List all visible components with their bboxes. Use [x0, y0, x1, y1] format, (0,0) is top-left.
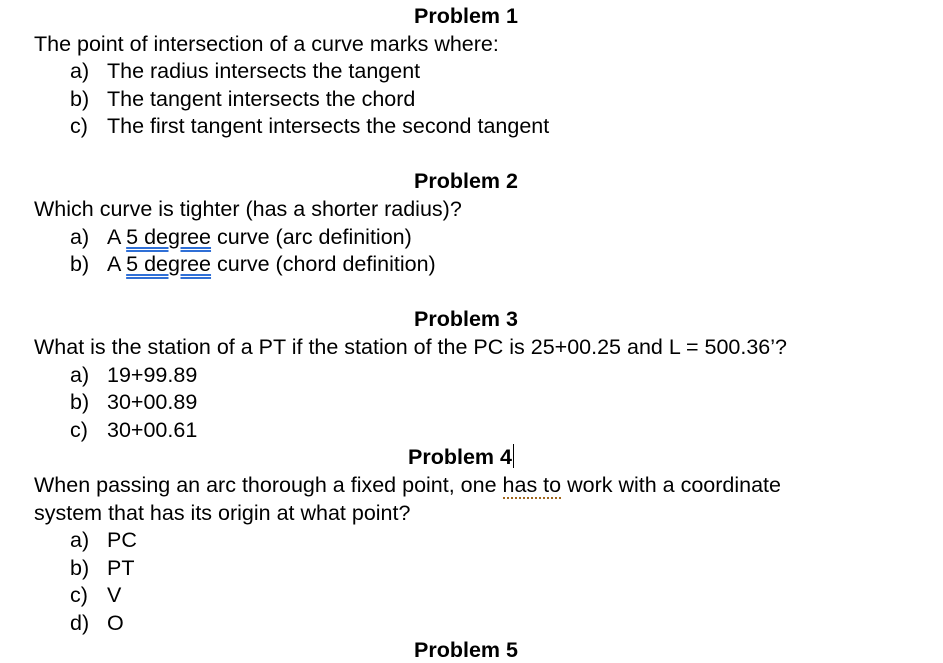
option-marker: a) [70, 528, 90, 552]
option-text: O [107, 611, 124, 635]
grammar-flagged-text[interactable]: 5 degree [126, 225, 212, 249]
option-text: PT [107, 556, 135, 580]
style-flagged-text[interactable]: has to [502, 473, 562, 497]
problem-4-title-text: Problem 4 [408, 445, 512, 469]
problem-4-question-line-1 [34, 472, 781, 498]
option-marker: b) [70, 390, 90, 414]
option-suffix: curve (chord definition) [211, 252, 436, 276]
problem-2-title: Problem 2 [414, 169, 518, 193]
problem-4-title [408, 444, 514, 470]
option-text: 30+00.61 [107, 418, 198, 442]
problem-3-title: Problem 3 [414, 307, 518, 331]
option-prefix: A [107, 225, 127, 249]
question-text: work with a coordinate [561, 473, 781, 497]
option-marker: c) [70, 418, 88, 442]
option-text: 19+99.89 [107, 363, 198, 387]
text-cursor [513, 444, 514, 468]
option-text: The radius intersects the tangent [107, 59, 421, 83]
option-text: PC [107, 528, 137, 552]
problem-5-title: Problem 5 [414, 638, 518, 662]
option-marker: b) [70, 252, 90, 276]
option-marker: a) [70, 59, 90, 83]
option-text [107, 251, 436, 277]
option-marker: a) [70, 363, 90, 387]
problem-4-question-line-2: system that has its origin at what point? [34, 501, 411, 525]
option-text [107, 224, 412, 250]
problem-1-title: Problem 1 [414, 4, 518, 28]
option-text: The tangent intersects the chord [107, 87, 416, 111]
option-marker: a) [70, 225, 90, 249]
option-prefix: A [107, 252, 127, 276]
option-marker: c) [70, 114, 88, 138]
option-marker: b) [70, 87, 90, 111]
question-text: When passing an arc thorough a fixed point, one [34, 473, 503, 497]
option-text: 30+00.89 [107, 390, 198, 414]
option-suffix: curve (arc definition) [211, 225, 412, 249]
option-marker: b) [70, 556, 90, 580]
option-marker: d) [70, 611, 90, 635]
grammar-flagged-text[interactable]: 5 degree [126, 252, 212, 276]
option-text: V [107, 583, 122, 607]
option-text: The first tangent intersects the second tangent [107, 114, 550, 138]
option-marker: c) [70, 583, 88, 607]
problem-2-question: Which curve is tighter (has a shorter radius)? [34, 197, 462, 221]
problem-1-question: The point of intersection of a curve marks where: [34, 32, 499, 56]
problem-3-question: What is the station of a PT if the station of the PC is 25+00.25 and L = 500.36’? [34, 335, 787, 359]
